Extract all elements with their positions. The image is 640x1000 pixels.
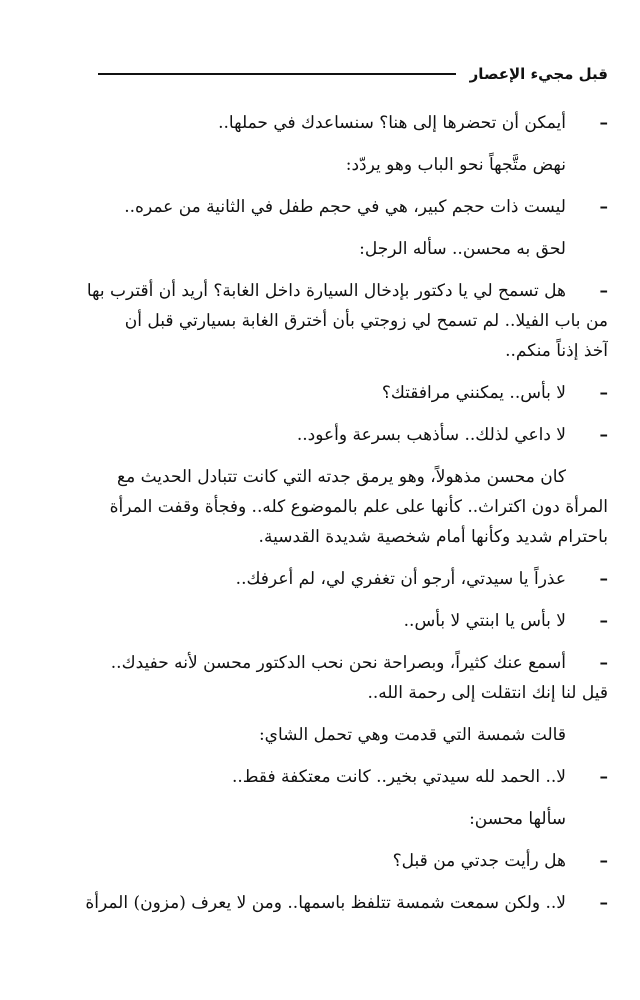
block-gap [30, 876, 608, 888]
narration-line: قالت شمسة التي قدمت وهي تحمل الشاي: [258, 725, 566, 745]
dialogue-line [30, 762, 608, 792]
dialogue-block [30, 378, 608, 408]
dialogue-text: أسمع عنك كثيراً، وبصراحة نحن نحب الدكتور محسن لأنه حفيدك.. [110, 653, 566, 673]
dialogue-dash: – [599, 197, 608, 217]
block-gap [30, 594, 608, 606]
block-gap [30, 708, 608, 720]
block-gap [30, 834, 608, 846]
block-gap [30, 750, 608, 762]
dialogue-block [30, 648, 608, 708]
block-gap [30, 552, 608, 564]
block-gap [30, 264, 608, 276]
paragraph-line: المرأة دون اكتراث.. كأنها على علم بالموضوع كله.. وفجأة وقفت المرأة [109, 497, 608, 517]
dialogue-block [30, 762, 608, 792]
dialogue-line [30, 564, 608, 594]
dialogue-block [30, 888, 608, 918]
dialogue-block [30, 420, 608, 450]
narration-line: نهض متَّجهاً نحو الباب وهو يردّد: [345, 155, 566, 175]
body-text [30, 108, 608, 918]
block-gap [30, 792, 608, 804]
dialogue-continuation-line: آخذ إذناً منكم.. [505, 341, 608, 361]
dialogue-text: ليست ذات حجم كبير، هي في حجم طفل في الثانية من عمره.. [124, 197, 566, 217]
dialogue-block [30, 108, 608, 138]
block-gap [30, 222, 608, 234]
dialogue-text: لا بأس يا ابنتي لا بأس.. [403, 611, 566, 631]
narration-line: لحق به محسن.. سأله الرجل: [359, 239, 566, 259]
narration-block [30, 150, 608, 180]
dialogue-text: لا بأس.. يمكنني مرافقتك؟ [381, 383, 566, 403]
dialogue-text: هل رأيت جدتي من قبل؟ [392, 851, 566, 871]
paragraph-line: كان محسن مذهولاً، وهو يرمق جدته التي كانت تتبادل الحديث مع [117, 467, 566, 487]
dialogue-line [30, 378, 608, 408]
narration-block [30, 720, 608, 750]
dialogue-line [30, 276, 608, 306]
dialogue-dash: – [599, 653, 608, 673]
block-gap [30, 450, 608, 462]
narration-block [30, 234, 608, 264]
dialogue-line [30, 648, 608, 678]
dialogue-text: لا.. الحمد لله سيدتي بخير.. كانت معتكفة فقط.. [231, 767, 566, 787]
block-gap [30, 138, 608, 150]
block-gap [30, 636, 608, 648]
narration-line: سألها محسن: [469, 809, 566, 829]
running-header-title: قبل مجيء الإعصار [469, 65, 608, 83]
dialogue-text: عذراً يا سيدتي، أرجو أن تغفري لي، لم أعرفك.. [235, 569, 566, 589]
dialogue-block [30, 276, 608, 366]
block-gap [30, 366, 608, 378]
dialogue-dash: – [599, 851, 608, 871]
dialogue-block [30, 564, 608, 594]
dialogue-text: لا.. ولكن سمعت شمسة تتلفظ باسمها.. ومن لا يعرف (مزون) المرأة [85, 893, 566, 913]
dialogue-line [30, 846, 608, 876]
dialogue-continuation-line: من باب الفيلا.. لم تسمح لي زوجتي بأن أخترق الغابة بسيارتي قبل أن [124, 311, 608, 331]
dialogue-block [30, 846, 608, 876]
header-rule [98, 73, 456, 75]
dialogue-line [30, 192, 608, 222]
dialogue-line [30, 888, 608, 918]
dialogue-text: هل تسمح لي يا دكتور بإدخال السيارة داخل الغابة؟ أريد أن أقترب بها [86, 281, 566, 301]
paragraph-line: باحترام شديد وكأنها أمام شخصية شديدة القدسية. [258, 527, 608, 547]
dialogue-dash: – [599, 281, 608, 301]
dialogue-line [30, 606, 608, 636]
dialogue-text: أيمكن أن تحضرها إلى هنا؟ سنساعدك في حملها.. [218, 113, 566, 133]
dialogue-line [30, 108, 608, 138]
dialogue-dash: – [599, 569, 608, 589]
dialogue-block [30, 192, 608, 222]
dialogue-line [30, 420, 608, 450]
dialogue-text: لا داعي لذلك.. سأذهب بسرعة وأعود.. [296, 425, 566, 445]
paragraph-block [30, 462, 608, 552]
dialogue-dash: – [599, 767, 608, 787]
dialogue-dash: – [599, 383, 608, 403]
dialogue-dash: – [599, 611, 608, 631]
block-gap [30, 180, 608, 192]
dialogue-dash: – [599, 893, 608, 913]
running-header [98, 62, 608, 86]
dialogue-continuation-line: قيل لنا إنك انتقلت إلى رحمة الله.. [367, 683, 608, 703]
dialogue-dash: – [599, 425, 608, 445]
narration-block [30, 804, 608, 834]
dialogue-block [30, 606, 608, 636]
block-gap [30, 408, 608, 420]
dialogue-dash: – [599, 113, 608, 133]
